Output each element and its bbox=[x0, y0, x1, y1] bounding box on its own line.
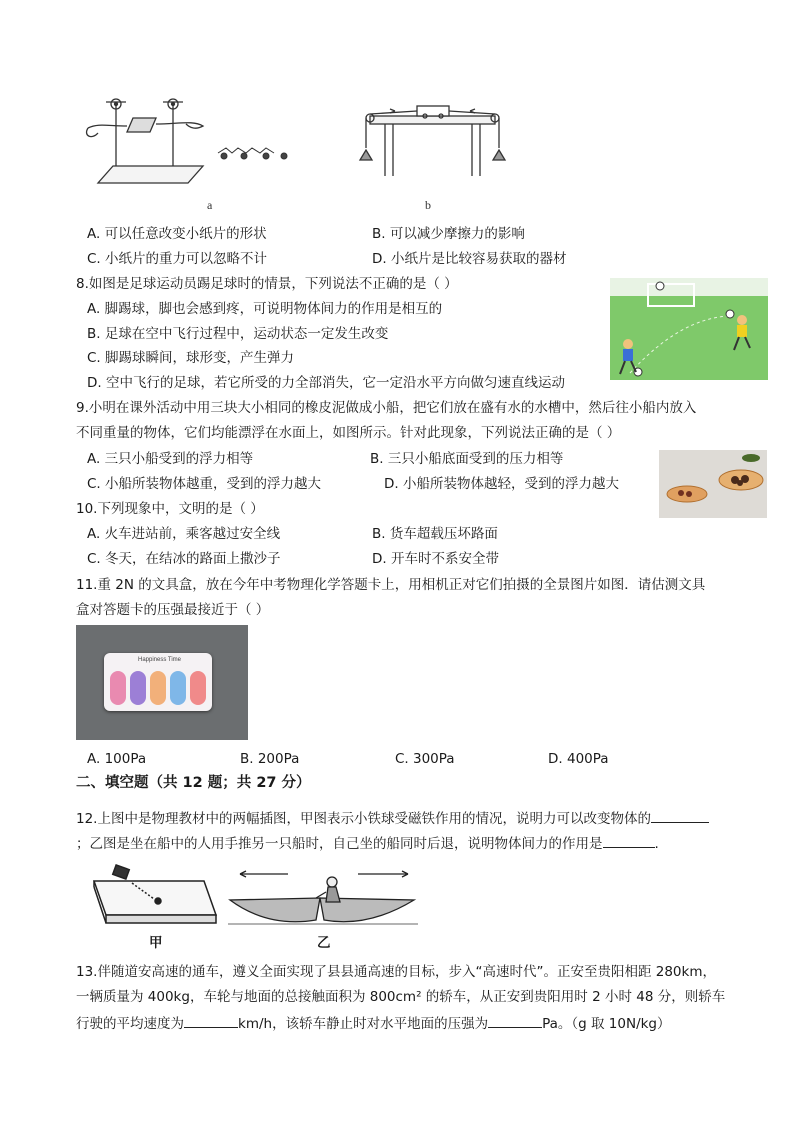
q8-option-c: C. 脚踢球瞬间，球形变，产生弹力 bbox=[87, 350, 295, 366]
q11-option-c: C. 300Pa bbox=[395, 751, 455, 767]
q8-option-b: B. 足球在空中飞行过程中，运动状态一定发生改变 bbox=[87, 326, 389, 342]
figure-yi-caption: 乙 bbox=[317, 935, 331, 951]
q7-option-a: A. 可以任意改变小纸片的形状 bbox=[87, 226, 267, 242]
q7-option-d: D. 小纸片是比较容易获取的器材 bbox=[372, 251, 567, 267]
q8-option-d: D. 空中飞行的足球，若它所受的力全部消失，它一定沿水平方向做匀速直线运动 bbox=[87, 375, 565, 391]
q12-line2 bbox=[76, 833, 659, 853]
section-2-title: 二、填空题（共 12 题；共 27 分） bbox=[76, 775, 311, 791]
q12-blank-1[interactable] bbox=[651, 808, 709, 823]
q13-line1: 13.伴随道安高速的通车，遵义全面实现了县县通高速的目标，步入“高速时代”。正安至贵阳相距 280km， bbox=[76, 964, 716, 980]
q11-stem-line2: 盒对答题卡的压强最接近于（ ） bbox=[76, 602, 270, 618]
q8-stem: 8.如图是足球运动员踢足球时的情景，下列说法不正确的是（ ） bbox=[76, 276, 458, 292]
q8-option-a: A. 脚踢球，脚也会感到疼，可说明物体间力的作用是相互的 bbox=[87, 301, 443, 317]
q13-line2: 一辆质量为 400kg，车轮与地面的总接触面积为 800cm² 的轿车，从正安到贵阳用时 2 小时 48 分，则轿车 bbox=[76, 989, 726, 1005]
pencil-box bbox=[104, 653, 212, 711]
clay-boats-photo bbox=[659, 450, 767, 518]
q13-blank-speed[interactable] bbox=[184, 1013, 238, 1028]
q10-option-d: D. 开车时不系安全带 bbox=[372, 551, 499, 567]
q9-option-b: B. 三只小船底面受到的压力相等 bbox=[370, 451, 564, 467]
figure-a-apparatus bbox=[78, 88, 308, 188]
q10-option-a: A. 火车进站前，乘客越过安全线 bbox=[87, 526, 281, 542]
q11-option-a: A. 100Pa bbox=[87, 751, 147, 767]
q9-option-d: D. 小船所装物体越轻，受到的浮力越大 bbox=[384, 476, 619, 492]
q13-blank-pressure[interactable] bbox=[488, 1013, 542, 1028]
q13-line3 bbox=[76, 1013, 671, 1033]
figure-b-apparatus bbox=[355, 98, 510, 180]
q12-text-3: . bbox=[654, 836, 659, 852]
figure-b-caption: b bbox=[425, 198, 431, 212]
q11-stem-line1: 11.重 2N 的文具盒，放在今年中考物理化学答题卡上，用相机正对它们拍摄的全景图片如图．请估测文具 bbox=[76, 577, 706, 593]
q10-option-b: B. 货车超载压坏路面 bbox=[372, 526, 498, 542]
q11-option-b: B. 200Pa bbox=[240, 751, 300, 767]
figure-jia-magnet bbox=[92, 863, 218, 929]
q12-blank-2[interactable] bbox=[603, 833, 655, 848]
q11-option-d: D. 400Pa bbox=[548, 751, 609, 767]
q12-line1 bbox=[76, 808, 709, 828]
figure-yi-boats bbox=[228, 868, 418, 932]
q7-option-b: B. 可以减少摩擦力的影响 bbox=[372, 226, 525, 242]
q12-text-2: ；乙图是坐在船中的人用手推另一只船时，自己坐的船同时后退，说明物体间力的作用是 bbox=[76, 836, 603, 852]
pencil-box-label: Happiness Time bbox=[138, 657, 182, 663]
q9-option-a: A. 三只小船受到的浮力相等 bbox=[87, 451, 254, 467]
q12-text-1: 12.上图中是物理教材中的两幅插图，甲图表示小铁球受磁铁作用的情况，说明力可以改变物体的 bbox=[76, 811, 651, 827]
q10-stem: 10.下列现象中，文明的是（ ） bbox=[76, 501, 264, 517]
q10-option-c: C. 冬天，在结冰的路面上撒沙子 bbox=[87, 551, 281, 567]
q13-text-1: 行驶的平均速度为 bbox=[76, 1016, 184, 1032]
q13-text-3: Pa。（g 取 10N/kg） bbox=[542, 1016, 671, 1032]
q7-option-c: C. 小纸片的重力可以忽略不计 bbox=[87, 251, 268, 267]
q9-option-c: C. 小船所装物体越重，受到的浮力越大 bbox=[87, 476, 322, 492]
soccer-illustration bbox=[610, 278, 768, 380]
q9-stem-line2: 不同重量的物体，它们均能漂浮在水面上，如图所示。针对此现象，下列说法正确的是（ ） bbox=[76, 425, 621, 441]
q13-text-2: km/h，该轿车静止时对水平地面的压强为 bbox=[238, 1016, 489, 1032]
q9-stem-line1: 9.小明在课外活动中用三块大小相同的橡皮泥做成小船，把它们放在盛有水的水槽中，然后往小船内放入 bbox=[76, 400, 697, 416]
figure-a-caption: a bbox=[207, 198, 213, 212]
pencil-box-photo bbox=[76, 625, 248, 740]
figure-jia-caption: 甲 bbox=[149, 935, 163, 951]
